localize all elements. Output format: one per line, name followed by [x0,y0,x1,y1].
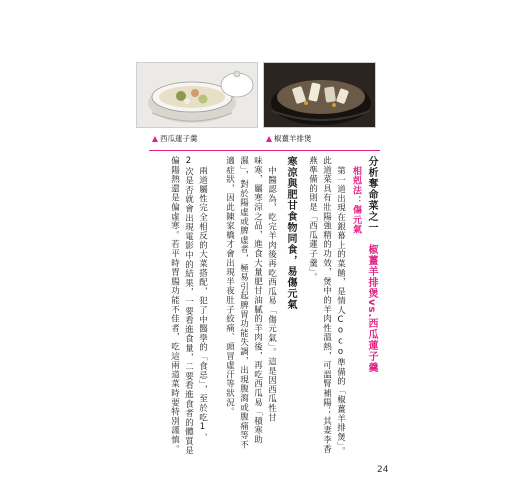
title-prefix: 分析奪命菜之一 [366,156,377,233]
triangle-marker-icon [266,136,272,142]
melon-lotus-soup-photo [136,62,258,128]
title-spacer [366,233,377,244]
paragraph-line: 濕」，對於陽虛或脾虛者，極易引起脾胃功能失調，出現腹瀉或腹痛等不 [238,156,249,450]
title-vs: vs. [366,299,377,319]
article-subtitle: 相剋法：傷元氣 [351,166,361,235]
pepper-ginger-lamb-photo [263,62,376,128]
title-dish-b: 西瓜蓮子羹 [366,318,377,374]
paragraph-line: 此道菜具有壯陽強精的功效，煲中的羊肉性溫熱，可溫腎補陽；其妻李香 [321,156,332,454]
right-photo-caption [266,133,312,144]
section-heading: 寒涼與肥甘食物同食，易傷元氣 [285,156,296,310]
paragraph-line: 偏陽熱還是偏虛寒。若平時胃腸功能不佳者，吃這兩道菜時要特別謹慎。 [169,156,180,454]
article-title [366,156,376,373]
caption-right-text: 椒薑羊排煲 [274,134,312,143]
section-divider [149,150,380,151]
paragraph-line: 味寒，屬寒涼之品，進食大量肥甘油膩的羊肉後，再吃西瓜易「積寒助 [252,156,263,445]
left-photo-caption [152,133,198,144]
paragraph-line: 2次是否就會出現電影中的結果，一要看進食量，二要看進食者的體質是 [183,156,194,456]
caption-left-text: 西瓜蓮子羹 [160,134,198,143]
paragraph-line: 第一道出現在銀幕上的菜餚，是情人Coco準備的「椒薑羊排煲」。 [335,166,346,457]
paragraph-line: 燕準備的則是「西瓜蓮子羹」。 [307,156,318,282]
paragraph-line: 兩道屬性完全相反的大菜搭配，犯了中醫學的「食忌」，至於吃1、 [197,166,208,443]
triangle-marker-icon [152,136,158,142]
page-number: 24 [377,465,389,475]
paragraph-line: 中醫認為，吃完羊肉後再吃西瓜易「傷元氣」。這是因西瓜性甘 [266,166,277,423]
paragraph-line: 適症狀，因此陳家橋才會出現半夜肚子絞痛、頭冒虛汗等狀況。 [224,156,235,417]
title-dish-a: 椒薑羊排煲 [366,244,377,299]
